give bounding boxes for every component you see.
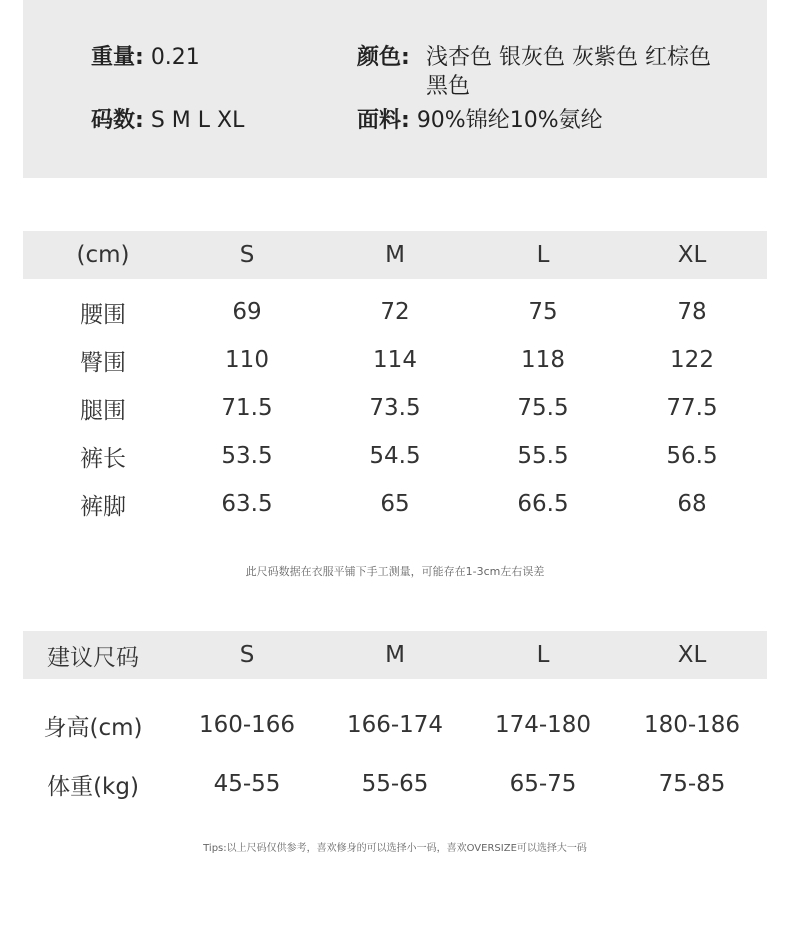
table-cell: 77.5 <box>666 395 718 421</box>
header-cell: S <box>239 642 255 668</box>
suggest-table-header <box>23 631 767 679</box>
row-label: 体重(kg) <box>47 773 139 800</box>
table-cell: 174-180 <box>494 712 592 738</box>
table-cell: 71.5 <box>221 395 273 421</box>
weight-label: 重量: <box>91 45 144 70</box>
header-cell: L <box>536 242 550 268</box>
table-cell: 65-75 <box>509 771 577 797</box>
fabric-value: 90%锦纶10%氨纶 <box>416 108 603 133</box>
table-cell: 66.5 <box>517 491 569 517</box>
sizes-value: S M L XL <box>150 108 245 133</box>
sizes-label: 码数: <box>91 108 144 133</box>
table-cell: 75.5 <box>517 395 569 421</box>
table-cell: 180-186 <box>643 712 741 738</box>
table-cell: 55.5 <box>517 443 569 469</box>
table-cell: 166-174 <box>346 712 444 738</box>
row-label: 腰围 <box>80 301 126 328</box>
table-cell: 78 <box>677 299 707 325</box>
header-cell: (cm) <box>76 242 130 268</box>
table-cell: 45-55 <box>213 771 281 797</box>
row-label: 裤长 <box>80 445 126 472</box>
table-row <box>23 432 767 480</box>
table-cell: 73.5 <box>369 395 421 421</box>
table-row <box>23 480 767 528</box>
table-cell: 160-166 <box>198 712 296 738</box>
header-cell: S <box>239 242 255 268</box>
table-row <box>23 760 767 808</box>
product-info-panel <box>23 0 767 178</box>
row-label: 身高(cm) <box>43 714 143 741</box>
table-cell: 110 <box>225 347 269 373</box>
row-label: 裤脚 <box>80 493 126 520</box>
header-cell: M <box>385 642 405 668</box>
header-cell: 建议尺码 <box>47 644 139 671</box>
table-row <box>23 336 767 384</box>
fabric-label: 面料: <box>357 108 410 133</box>
table-cell: 114 <box>373 347 417 373</box>
table-cell: 122 <box>670 347 714 373</box>
row-label: 臀围 <box>80 349 126 376</box>
table-cell: 68 <box>677 491 707 517</box>
fabric-info <box>357 106 603 135</box>
table-cell: 75-85 <box>658 771 726 797</box>
row-label: 腿围 <box>80 397 126 424</box>
table-row <box>23 701 767 749</box>
sizes-info <box>91 106 244 135</box>
table-cell: 118 <box>521 347 565 373</box>
header-cell: XL <box>677 642 707 668</box>
table-cell: 72 <box>380 299 410 325</box>
colors-value: 浅杏色 银灰色 灰紫色 红棕色 黑色 <box>426 45 711 99</box>
table-row <box>23 288 767 336</box>
colors-info <box>357 43 410 72</box>
weight-value: 0.21 <box>150 45 200 70</box>
colors-label: 颜色: <box>357 45 410 70</box>
table-cell: 53.5 <box>221 443 273 469</box>
size-table-header <box>23 231 767 279</box>
table-cell: 63.5 <box>221 491 273 517</box>
measurement-note: 此尺码数据在衣服平铺下手工测量，可能存在1-3cm左右误差 <box>245 565 545 578</box>
header-cell: M <box>385 242 405 268</box>
table-cell: 75 <box>528 299 558 325</box>
tips-note: Tips:以上尺码仅供参考，喜欢修身的可以选择小一码，喜欢OVERSIZE可以选择大一码 <box>203 843 587 854</box>
header-cell: XL <box>677 242 707 268</box>
table-cell: 54.5 <box>369 443 421 469</box>
table-cell: 55-65 <box>361 771 429 797</box>
weight-info <box>91 43 200 72</box>
header-cell: L <box>536 642 550 668</box>
table-row <box>23 384 767 432</box>
table-cell: 69 <box>232 299 262 325</box>
table-cell: 65 <box>380 491 410 517</box>
table-cell: 56.5 <box>666 443 718 469</box>
